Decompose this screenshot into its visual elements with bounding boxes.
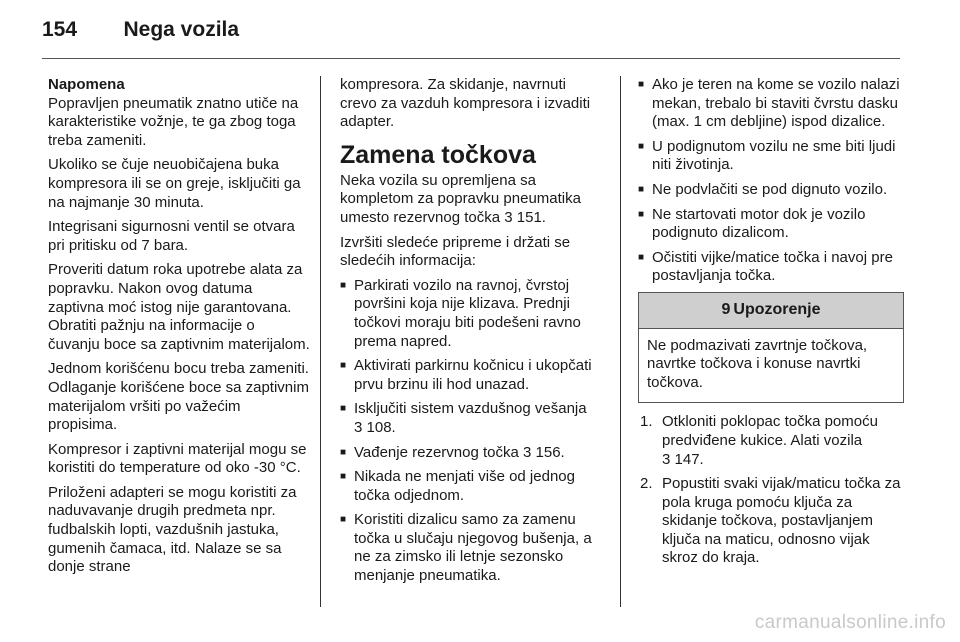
intro-paragraph: Neka vozila su opremljena sa kompletom za popravku pneumatika umesto rezervnog točka 3 151. (340, 171, 581, 226)
steps-list (638, 413, 904, 568)
list-item: ■ Vađenje rezervnog točka 3 156. (340, 444, 604, 463)
list-item: ■ Ne startovati motor dok je vozilo podignuto dizalicom. (638, 206, 904, 243)
list-item: ■ Parkirati vozilo na ravnoj, čvrstoj površini koja nije klizava. Prednji točkovi moraju biti podešeni ravno prema napred. (340, 277, 604, 351)
reference-arrow-icon: 3 (523, 443, 532, 461)
page-reference[interactable]: 3 156. (523, 443, 565, 461)
step-number: 2. (640, 475, 653, 493)
step-item: 2. Popustiti svaki vijak/maticu točka za pola kruga pomoću ključa za skidanje točkova, postavljanjem ključa na maticu, odnosno vijak skroz do kraja. (640, 475, 901, 567)
step-item: 1. Otkloniti poklopac točka pomoću predviđene kukice. Alati vozila 3 147. (640, 413, 878, 468)
page-reference[interactable]: 3 108. (354, 418, 396, 436)
page-number: 154 (42, 18, 78, 41)
preparation-list (340, 277, 604, 586)
column-3 (638, 76, 904, 574)
list-item: ■ Očistiti vijke/matice točka i navoj pre postavljanja točka. (638, 249, 904, 286)
list-item: ■ U podignutom vozilu ne sme biti ljudi niti životinja. (638, 138, 904, 175)
list-item: ■ Isključiti sistem vazdušnog vešanja 3 108. (340, 400, 604, 437)
list-item: ■ Koristiti dizalicu samo za zamenu točka u slučaju njegovog bušenja, a ne za zimsko ili letnje sezonsko menjanje pneumatika. (340, 511, 604, 585)
note-paragraph: Ukoliko se čuje neuobičajena buka kompresora ili se on greje, isključiti ga na najmanje 30 minuta. (48, 156, 301, 211)
warning-header (639, 293, 903, 329)
list-item: ■ Aktivirati parkirnu kočnicu i ukopčati prvu brzinu ili hod unazad. (340, 357, 604, 394)
warning-box (638, 292, 904, 403)
watermark: carmanualsonline.info (754, 612, 946, 633)
safety-list (638, 76, 904, 286)
column-2 (340, 76, 604, 592)
reference-arrow-icon: 3 (662, 450, 671, 468)
note-paragraph: Integrisani sigurnosni ventil se otvara pri pritisku od 7 bara. (48, 218, 295, 254)
section-heading: Zamena točkova (340, 140, 536, 169)
note-paragraph: Proveriti datum roka upotrebe alata za popravku. Nakon ovog datuma zaptivna moć istog nije garantovana. Obratiti pažnju na informacije o čuvanju boce sa zaptivnim materijalom. (48, 261, 310, 353)
list-item: ■ Nikada ne menjati više od jednog točka odjednom. (340, 468, 604, 505)
warning-triangle-icon: 9 (721, 300, 731, 318)
header-rule (42, 58, 900, 59)
warning-text: Ne podmazivati zavrtnje točkova, navrtke točkova i konuse navrtki točkova. (647, 336, 868, 391)
reference-arrow-icon: 3 (354, 418, 363, 436)
reference-arrow-icon: 3 (504, 208, 513, 226)
page-title: Nega vozila (123, 18, 240, 41)
list-item: ■ Ne podvlačiti se pod dignuto vozilo. (638, 181, 904, 200)
warning-title: Upozorenje (733, 300, 821, 318)
note-paragraph: Priloženi adapteri se mogu koristiti za naduvavanje drugih predmeta npr. fudbalskih lopti, vazdušnih jastuka, gumenih čamaca, itd. Nalaze se sa donje strane (48, 483, 297, 576)
page-reference[interactable]: 3 147. (662, 450, 704, 468)
continuation-text: kompresora. Za skidanje, navrnuti crevo za vazduh kompresora i izvaditi adapter. (340, 76, 591, 131)
column-divider (320, 76, 321, 607)
prep-paragraph: Izvršiti sledeće pripreme i držati se sledećih informacija: (340, 233, 571, 270)
note-paragraph: Popravljen pneumatik znatno utiče na karakteristike vožnje, te ga zbog toga treba zameniti. (48, 94, 299, 149)
column-divider (620, 76, 621, 607)
page-header (42, 18, 239, 48)
note-title: Napomena (48, 76, 125, 93)
page-reference[interactable]: 3 151. (504, 208, 546, 226)
note-paragraph: Kompresor i zaptivni materijal mogu se koristiti do temperature od oko -30 °C. (48, 440, 307, 477)
column-1 (48, 76, 310, 583)
list-item: ■ Ako je teren na kome se vozilo nalazi mekan, trebalo bi staviti čvrstu dasku (max. 1 cm debljine) ispod dizalice. (638, 76, 904, 132)
step-number: 1. (640, 413, 653, 431)
note-paragraph: Jednom korišćenu bocu treba zameniti. Odlaganje korišćene boce sa zaptivnim materijalom vršiti po važećim propisima. (48, 360, 309, 434)
